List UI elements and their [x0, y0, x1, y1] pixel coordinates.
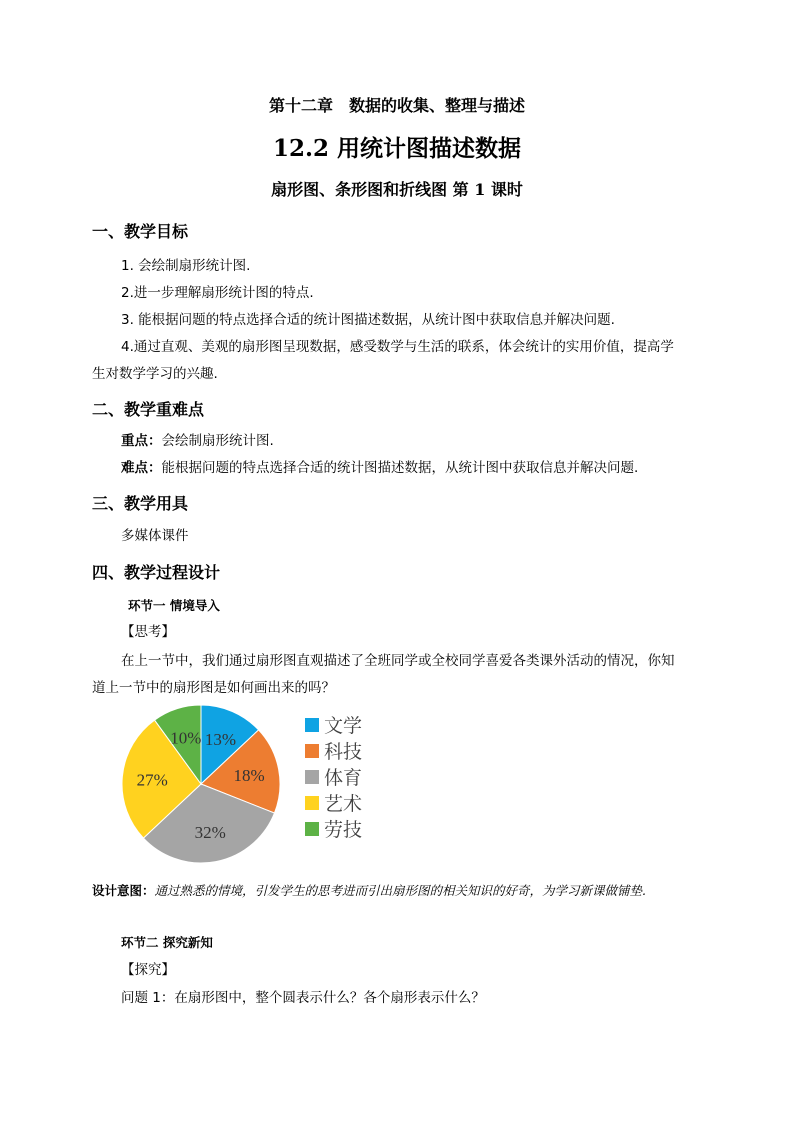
objective-4-cont: 生对数学学习的兴趣.: [92, 366, 218, 382]
think-paragraph: 在上一节中，我们通过扇形图直观描述了全班同学或全校同学喜爱各类课外活动的情况，你知: [121, 653, 675, 669]
tools-text: 多媒体课件: [121, 528, 189, 544]
key-point: [121, 429, 274, 454]
pie-slice-label-4: 27%: [136, 770, 168, 790]
objective-3: 3. 能根据问题的特点选择合适的统计图描述数据，从统计图中获取信息并解决问题.: [121, 312, 615, 328]
key-point-text: 会绘制扇形统计图.: [161, 433, 274, 449]
stage-2-title: 环节二 探究新知: [121, 935, 213, 950]
pie-slice-label-5: 10%: [170, 728, 202, 748]
pie-slice-label-1: 13%: [204, 730, 237, 750]
legend-label-4: 艺术: [324, 793, 363, 815]
section-title: 12.2 用统计图描述数据: [272, 135, 522, 162]
legend-label-3: 体育: [324, 767, 363, 789]
design-intent-text: 通过熟悉的情境，引发学生的思考进而引出扇形图的相关知识的好奇，为学习新课做铺垫.: [154, 883, 646, 898]
lesson-title: 扇形图、条形图和折线图 第 1 课时: [271, 180, 523, 199]
pie-slice-label-3: 32%: [194, 823, 226, 843]
pie-chart: [100, 700, 390, 865]
difficult-point-label: 难点：: [121, 460, 162, 476]
legend-label-2: 科技: [324, 741, 363, 763]
legend-label-5: 劳技: [324, 819, 363, 841]
think-label: 【思考】: [121, 624, 175, 640]
objective-1: 1. 会绘制扇形统计图.: [121, 258, 251, 274]
chapter-title: 第十二章 数据的收集、整理与描述: [268, 96, 525, 115]
question-1: 问题 1：在扇形图中，整个圆表示什么？各个扇形表示什么？: [121, 990, 485, 1006]
legend-swatch-2: [305, 744, 319, 758]
heading-tools: 三、教学用具: [92, 494, 189, 513]
legend-swatch-3: [305, 770, 319, 784]
explore-label: 【探究】: [121, 962, 175, 978]
legend-label-1: 文学: [324, 715, 363, 737]
pie-slice-label-2: 18%: [233, 765, 265, 785]
legend-swatch-1: [305, 718, 319, 732]
design-intent-label: 设计意图：: [92, 883, 155, 898]
objective-4: 4.通过直观、美观的扇形图呈现数据，感受数学与生活的联系，体会统计的实用价值，提高学: [121, 339, 674, 355]
objective-2: 2.进一步理解扇形统计图的特点.: [121, 285, 314, 301]
key-point-label: 重点：: [121, 433, 162, 449]
difficult-point: [121, 456, 638, 481]
think-paragraph-cont: 道上一节中的扇形图是如何画出来的吗？: [92, 680, 335, 696]
design-intent: [92, 878, 704, 904]
heading-process: 四、教学过程设计: [92, 563, 221, 582]
heading-key-points: 二、教学重难点: [92, 400, 205, 419]
heading-objectives: 一、教学目标: [92, 222, 189, 241]
legend-swatch-4: [305, 796, 319, 810]
stage-1-title: 环节一 情境导入: [128, 598, 220, 613]
difficult-point-text: 能根据问题的特点选择合适的统计图描述数据，从统计图中获取信息并解决问题.: [161, 460, 639, 476]
legend-swatch-5: [305, 822, 319, 836]
